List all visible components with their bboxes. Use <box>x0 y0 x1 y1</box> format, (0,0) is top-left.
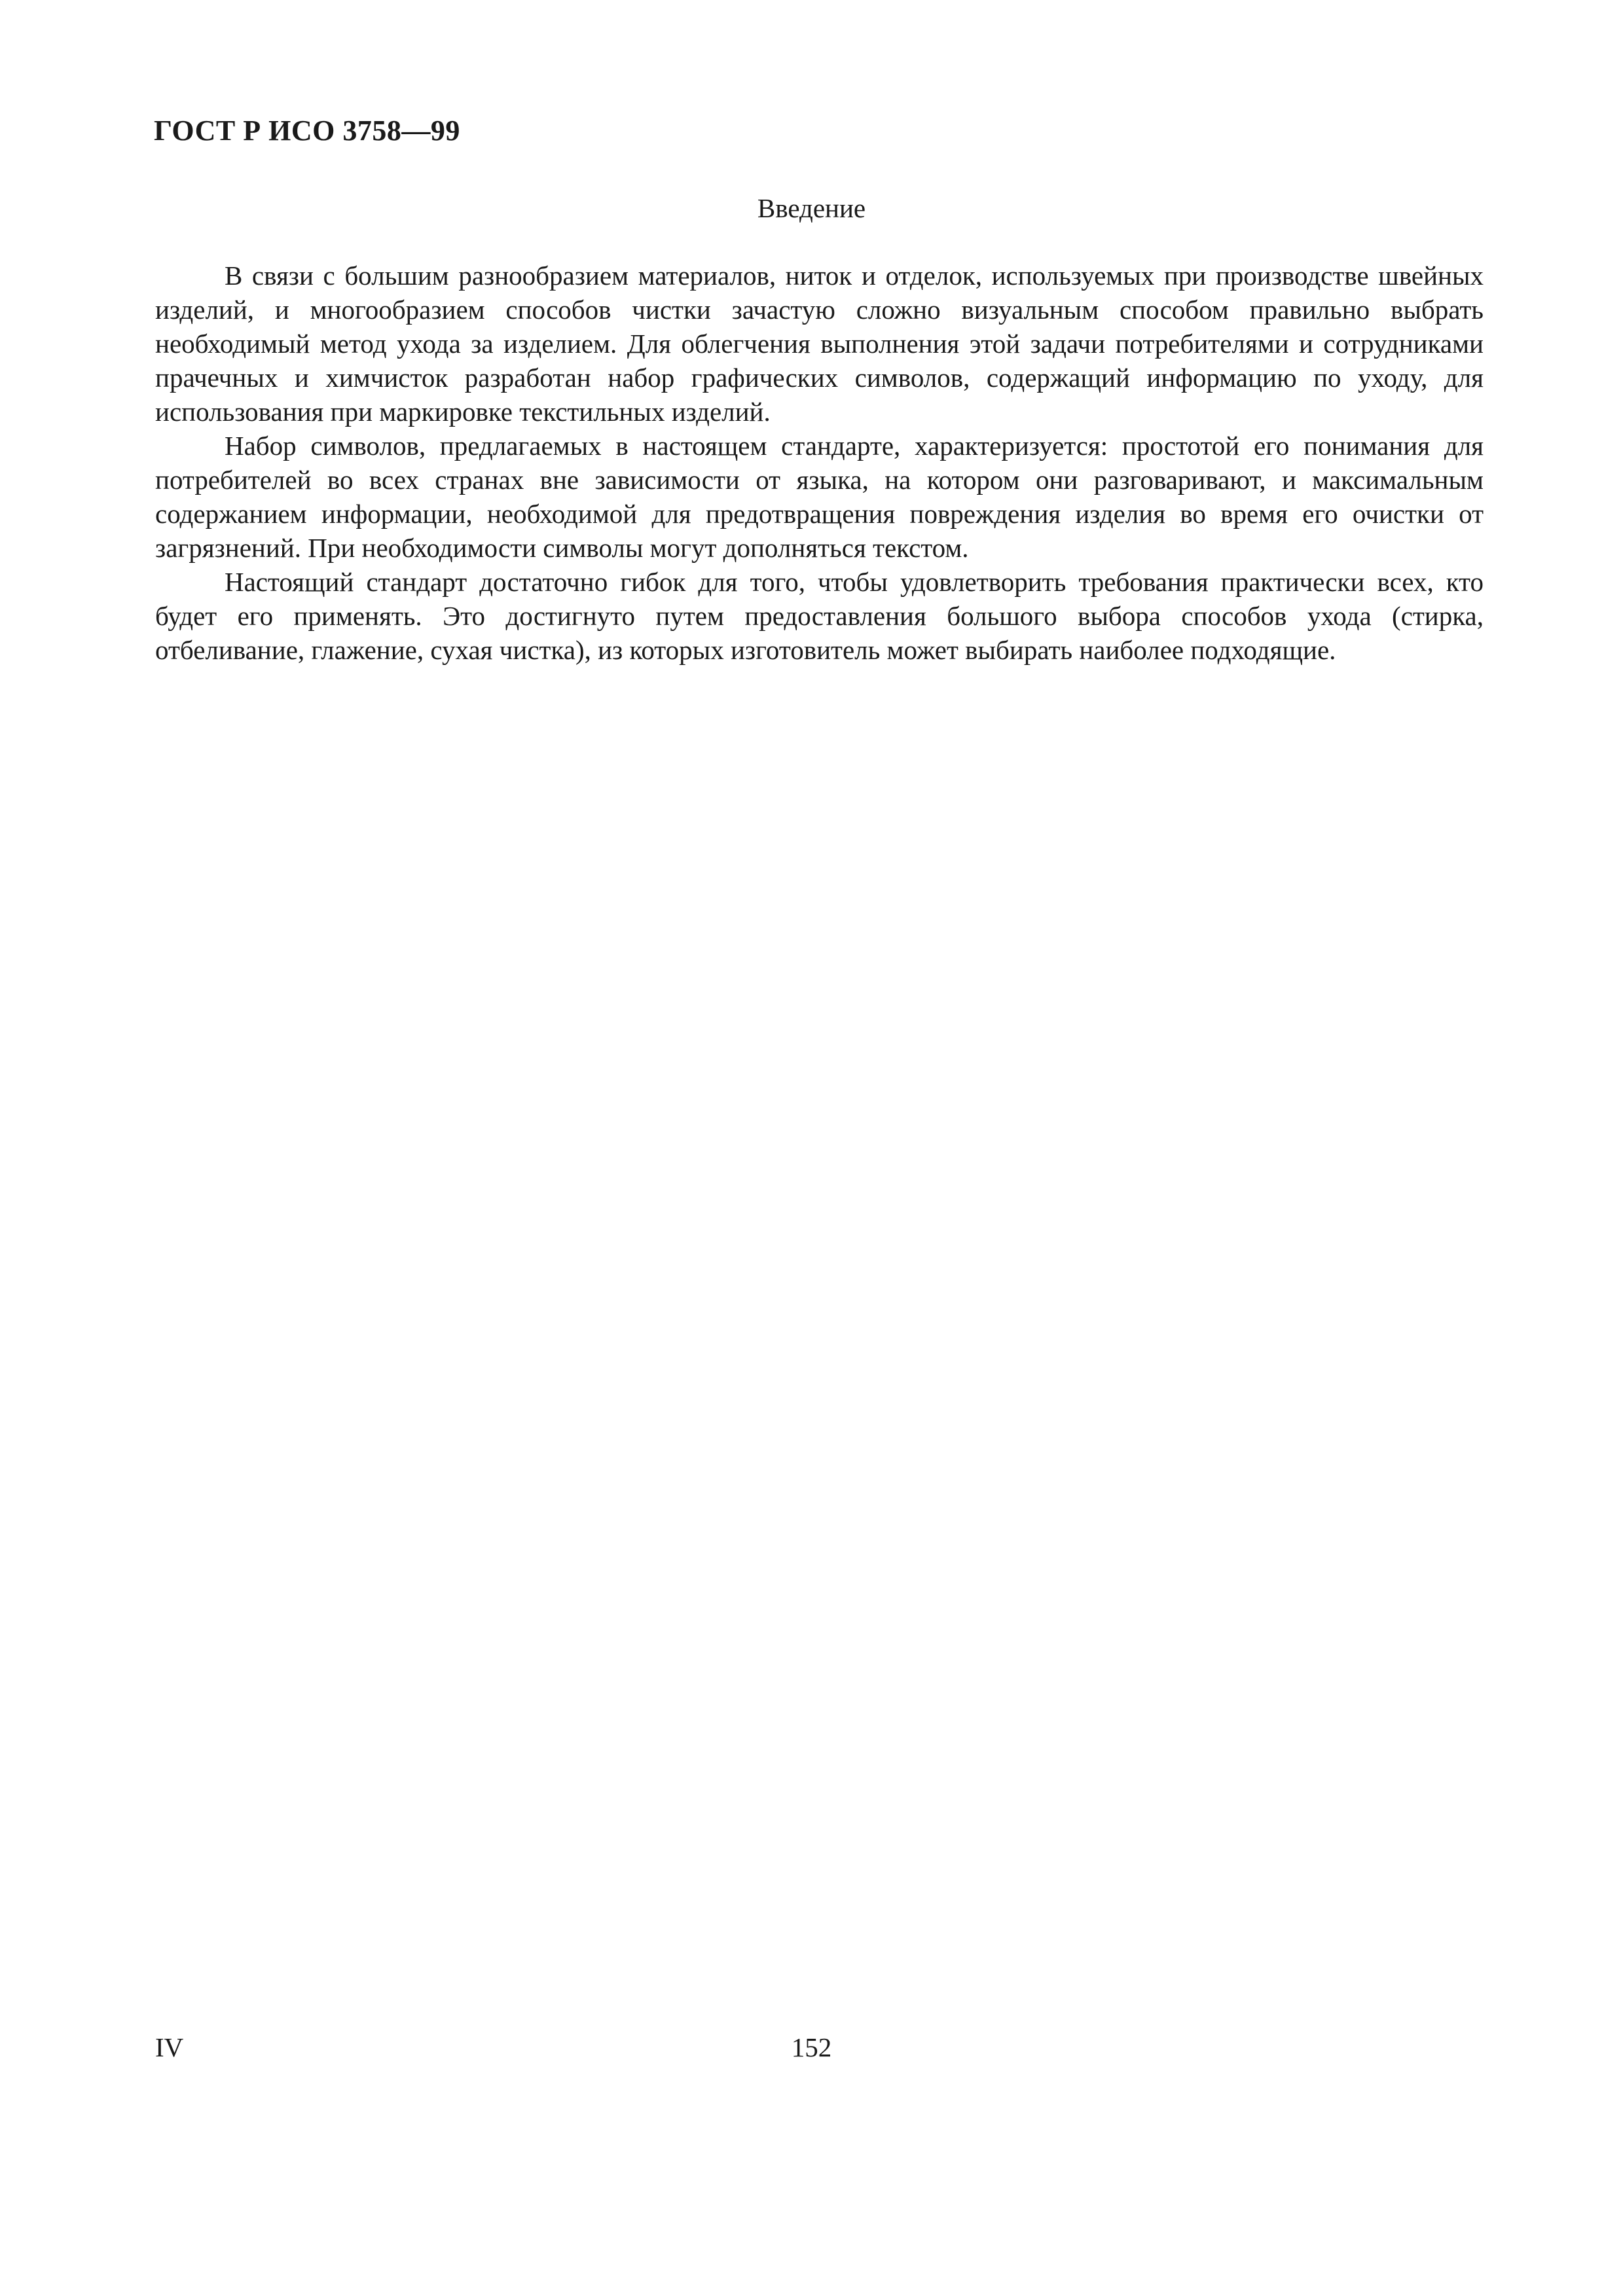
paragraph-1: В связи с большим разнообразием материалов, ниток и отделок, используемых при производстве швейных изделий, и многообразием способов чистки зачастую сложно визуальным способом правильно выбрать необходимый метод ухода за изделием. Для облегчения выполнения этой задачи потребителями и сотрудниками прачечных и химчисток разработан набор графических символов, содержащий информацию по уходу, для использования при маркировке текстильных изделий. <box>155 260 1484 427</box>
roman-page-number: IV <box>155 2032 184 2062</box>
paragraph-2: Набор символов, предлагаемых в настоящем стандарте, характеризуется: простотой его понимания для потребителей во всех странах вне зависимости от языка, на котором они разговаривают, и максимальным содержанием информации, необходимой для предотвращения повреждения изделия во время его очистки от загрязнений. При необходимости символы могут дополняться текстом. <box>155 431 1484 563</box>
document-body <box>155 259 1484 667</box>
document-header: ГОСТ Р ИСО 3758—99 <box>154 115 460 147</box>
section-title: Введение <box>757 193 866 223</box>
page-number: 152 <box>791 2032 832 2062</box>
paragraph-3: Настоящий стандарт достаточно гибок для того, чтобы удовлетворить требования практически всех, кто будет его применять. Это достигнуто путем предоставления большого выбора способов ухода (стирка, отбеливание, глажение, сухая чистка), из которых изготовитель может выбирать наиболее подходящие. <box>155 567 1484 665</box>
